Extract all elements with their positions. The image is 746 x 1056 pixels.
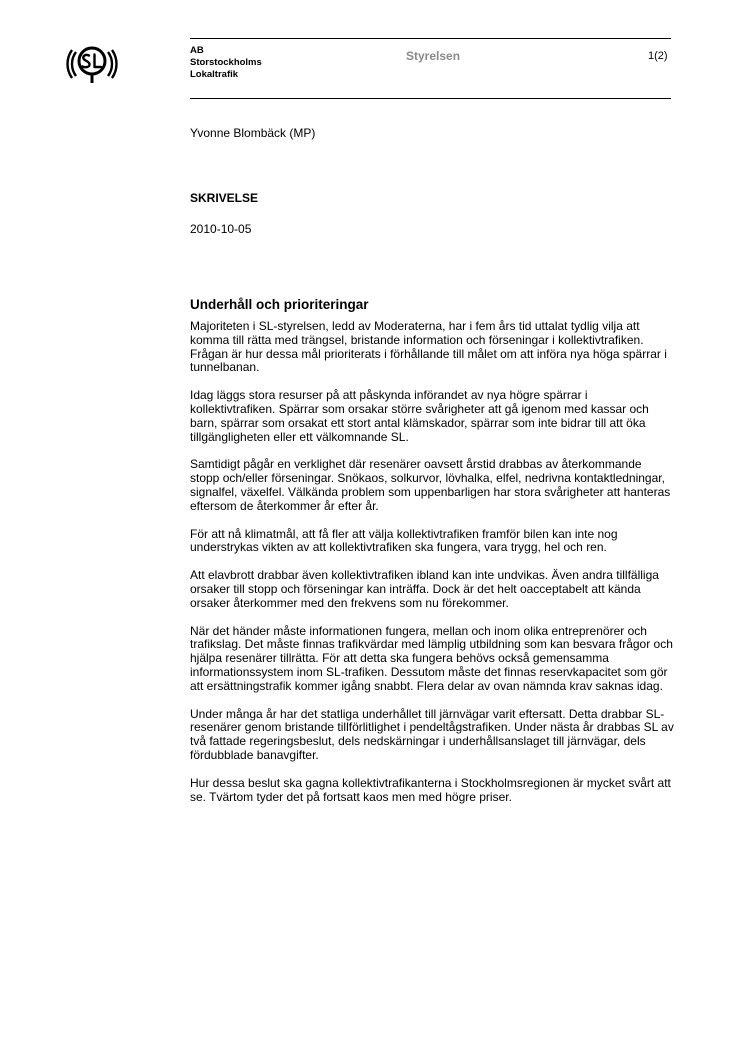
body-paragraph: När det händer måste informationen fungera, mellan och inom olika entreprenörer och trafikslag. Det måste finnas trafikvärdar med lämplig utbildning som kan besvara frågor och hjälpa resenärer tillrätta. För att detta ska fungera behövs också gemensamma informationssystem inom SL-trafiken. Dessutom måste det finnas reservkapacitet som gör att ersättningstrafik kommer igång snabbt. Flera delar av ovan nämnda krav saknas idag. [190,623,673,693]
document-body [190,320,674,818]
body-paragraph: Majoriteten i SL-styrelsen, ledd av Moderaterna, har i fem års tid uttalat tydlig vilja att komma till rätta med trängsel, bristande information och förseningar i kollektivtrafiken. Frågan är hur dessa mål prioriterats i förhållande till målet om att införa nya höga spärrar i tunnelbanan. [190,319,667,375]
body-paragraph: Under många år har det statliga underhållet till järnvägar varit eftersatt. Detta drabbar SL-resenärer genom bristande tillförlitlighet i pendeltågstrafiken. Under nästa år drabbas SL av två fattade regeringsbeslut, dels nedskärningar i underhållsanslaget till järnvägar, dels fördubblade banavgifter. [190,706,674,762]
document-author: Yvonne Blombäck (MP) [190,126,316,140]
company-line: Lokaltrafik [190,69,239,80]
company-line: Storstockholms [190,57,262,68]
body-paragraph: För att nå klimatmål, att få fler att välja kollektivtrafiken framför bilen kan inte nog understrykas vikten av att kollektivtrafiken ska fungera, vara trygg, hel och ren. [190,526,618,555]
header-top-rule [190,38,671,39]
company-name [190,45,262,81]
body-paragraph: Idag läggs stora resurser på att påskynda införandet av nya högre spärrar i kollektivtrafiken. Spärrar som orsakar större svårigheter att gå igenom med kassar och barn, spärrar som orsakat ett stort antal klämskador, spärrar som inte bidrar till att öka tillgängligheten eller ett välkomnande SL. [190,388,649,444]
company-line: AB [190,45,204,56]
document-type: SKRIVELSE [190,191,259,205]
header-bottom-rule [190,98,671,99]
page-number: 1(2) [648,50,668,62]
body-paragraph: Samtidigt pågår en verklighet där resenärer oavsett årstid drabbas av återkommande stopp och/eller förseningar. Snökaos, solkurvor, lövhalka, elfel, nedrivna kontaktledningar, signalfel, växelfel. Välkända problem som uppenbarligen har stora svårigheter att hanteras eftersom de återkommer år efter år. [190,457,671,513]
body-paragraph: Hur dessa beslut ska gagna kollektivtrafikanterna i Stockholmsregionen är mycket svårt att se. Tvärtom tyder det på fortsatt kaos men med högre priser. [190,775,671,804]
sl-logo-icon [62,40,122,84]
body-paragraph: Att elavbrott drabbar även kollektivtrafiken ibland kan inte undvikas. Även andra tillfälliga orsaker till stopp och förseningar kan inträffa. Dock är det helt oacceptabelt att kända orsaker återkommer med den frekvens som nu förekommer. [190,568,659,610]
document-heading: Underhåll och prioriteringar [190,297,369,312]
document-date: 2010-10-05 [190,222,252,236]
department-label: Styrelsen [406,49,461,63]
